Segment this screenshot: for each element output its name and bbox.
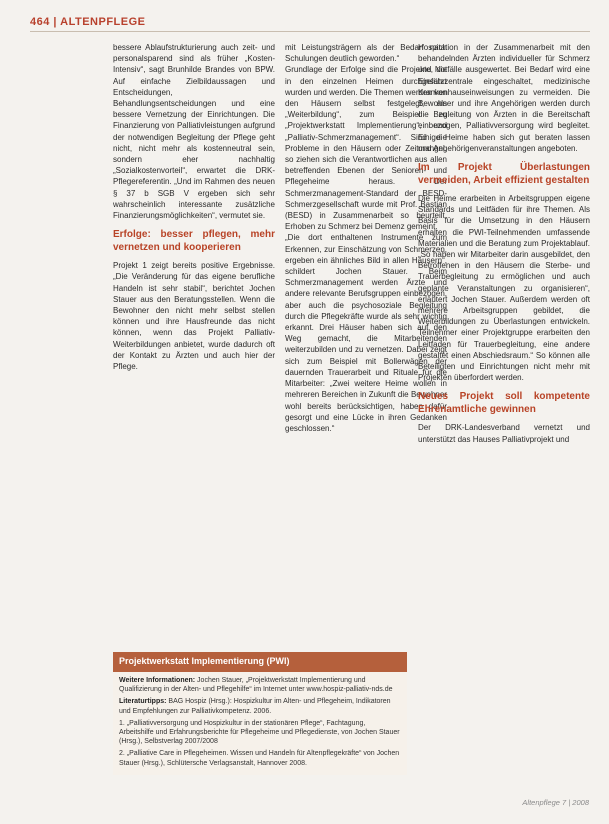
info-text: 2. „Palliative Care in Pflegeheimen. Wissen und Handeln für Altenpflegekräfte“ von Jochen Stauer (Hrsg.), Schlütersche Verlagsanstalt, Hannover 2008. bbox=[119, 750, 400, 767]
info-text: BAG Hospiz (Hrsg.): Hospizkultur im Alten- und Pflegeheim, Indikatoren und Empfehlungen zur Palliativkompetenz. 2006. bbox=[119, 698, 391, 715]
info-text: 1. „Palliativversorgung und Hospizkultur in der stationären Pflege“, Fachtagung, Arbeitshilfe und Erfahrungsberichte für Pflegeheime und Pflegedienste, von Jochen Stauer (Hrsg.), Selbstverlag 2007/2008 bbox=[119, 719, 400, 746]
paragraph: bessere Ablaufstrukturierung auch zeit- und personalsparend sind als früher „Kosten-Intensiv“, sagt Brunhilde Brandes von BPW. Auf einfache Zielbildaussagen und Entscheidungen, Behandlungsentscheidungen und eine bessere Vernetzung der Einrichtungen. Die Finanzierung von Palliativleistungen aufgrund der notwendigen Begleitung der Pflege geht nicht, nicht mehr als kostenneutral sein, sondern eher nachhaltig „Sozialkostenvorteil“, erwartet die DRK-Pflegereferentin. „Und im Rahmen des neuen § 37 b SGB V ergeben sich sehr wahrscheinlich interessante zusätzliche Finanzierungsmöglichkeiten“, vermutet sie. bbox=[113, 43, 275, 221]
header-rule bbox=[30, 31, 590, 32]
subheading: Im Projekt Überlastungen vermeiden, Arbeit effizient gestalten bbox=[418, 162, 590, 186]
paragraph: Die Heime erarbeiten in Arbeitsgruppen eigene Standards und Leitfäden für ihre Themen. Als Basis für die Umsetzung in den Häusern erhalten die PWI-Teilnehmenden umfassende Materialien und die Beratung zum Projektablauf. „So haben wir Mitarbeiter darin ausgebildet, den Betroffenen in den Häusern die Sterbe- und Trauerbegleitung zu ermöglichen und auch geplante Veranstaltungen zu organisieren“, erläutert Jochen Stauer. Außerdem werden oft mehrere Arbeitsgruppen gebildet, die Weiterbildungen zu Überlastungen entwickeln. Teilnehmer einer Projektgruppe erarbeiten den Leitfaden für Trauerbegleitung, eine andere gestaltet einen Abschiedsraum.“ So können alle Beteiligten und Einrichtungen nicht mehr mit Projekten überfordert werden. bbox=[418, 194, 590, 383]
page-header bbox=[30, 12, 590, 34]
info-label: Weitere Informationen: bbox=[119, 677, 196, 684]
page-label: 464 | ALTENPFLEGE bbox=[30, 16, 146, 28]
info-box bbox=[113, 652, 407, 775]
paragraph: Hospitation in der Zusammenarbeit mit den behandelnden Ärzten individueller für Schmerz und Notfälle ausgewertet. Bei Bedarf wird eine Einsatzzentrale eingeschaltet, medizinische Krankenhauseinweisungen zu vermeiden. Die Bewohner und ihre Angehörigen werden durch die Begleitung von Ärzten in die Bereitschaft einbezogen, Palliativversorgung wird begleitet. Einige Heime haben sich gut beraten lassen und Angehörigenveranstaltungen angeboten. bbox=[418, 43, 590, 153]
info-box-body bbox=[113, 672, 407, 775]
column-1 bbox=[113, 42, 275, 372]
subheading: Erfolge: besser pflegen, mehr vernetzen und kooperieren bbox=[113, 229, 275, 253]
paragraph: mit Leistungsträgern als der Bedarf nach Schulungen deutlich geworden.“ bbox=[285, 43, 447, 64]
info-box-title: Projektwerkstatt Implementierung (PWI) bbox=[113, 652, 407, 672]
info-label: Literaturtipps: bbox=[119, 698, 167, 706]
page-footer: Altenpflege 7 | 2008 bbox=[522, 798, 589, 807]
info-line bbox=[119, 676, 401, 694]
info-line bbox=[119, 719, 401, 747]
info-text: Jochen Stauer, „Projektwerkstatt Implementierung und Qualifizierung in der Alten- und Pflegehilfe“ im Internet unter www.hospiz-palliativ-nds.de bbox=[119, 677, 393, 694]
column-3 bbox=[418, 42, 590, 445]
paragraph: „Die dort enthaltenen Instrumente zum Erkennen, zur Einschätzung von Schmerzen, ergeben ein ähnliches Bild in allen Häusern“, schildert Jochen Stauer. Beim Schmerzmanagement werden Ärzte und andere relevante Berufsgruppen einbezogen, aber auch die psychosoziale Begleitung durch die Pflegekräfte wurde als sehr wichtig erkannt. Drei Häuser haben sich auf den Weg gemacht, die Mitarbeitenden weiterzubilden und zu vernetzen. Dabei zeigt sich zum Beispiel mit Bollerwägen der dauernden Trauerarbeit und Rituale für die Mitarbeiter: „Zwei weitere Heime wollen in mehreren Bereichen in Zukunft die Bewohner wohl bereits berücksichtigen, haben dafür gesorgt und eine Lücke in ihren Gedanken geschlossen.“ bbox=[285, 233, 447, 433]
paragraph: Grundlage der Erfolge sind die Projekte, die in den einzelnen Heimen durchgeführt wurden und werden. Die Themen werden von den Häusern selbst festgelegt, als „Weiterbildung“, zum Beispiel zu „Projektwerkstatt Implementierung“, und „Palliativ-Schmerzmanagement“. Sind die Probleme in den Häusern oder Zeitmangel, so ziehen sich die Verantwortlichen aus allen betreffenden Ebenen der Senioren- und Pflegeheime heraus. Der Schmerzmanagement-Standard der BESD-Schmerzgesellschaft wurde mit Prof. Bastian (BESD) in Zusammenarbeit so beurteilt. Erhoben zu Schmerz bei Demenz gemeint. bbox=[285, 65, 447, 232]
paragraph: Der DRK-Landesverband vernetzt und unterstützt das Hauses Palliativprojekt und bbox=[418, 423, 590, 444]
paragraph: Projekt 1 zeigt bereits positive Ergebnisse. „Die Veränderung für das eigene berufliche Handeln ist sehr stabil“, berichtet Jochen Stauer aus den Beratungsstellen. Wenn die Bewohner den nicht mehr selbst stellen können und ihre Hausfreunde das nicht können, wenn das Projekt Palliativ-Weiterbildungen anbietet, wurde dadurch oft der Kontakt zu Ärzten und auch hier der Pflege. bbox=[113, 261, 275, 372]
info-line bbox=[119, 697, 401, 715]
subheading: Neues Projekt soll kompetente Ehrenamtliche gewinnen bbox=[418, 391, 590, 415]
info-line bbox=[119, 749, 401, 767]
